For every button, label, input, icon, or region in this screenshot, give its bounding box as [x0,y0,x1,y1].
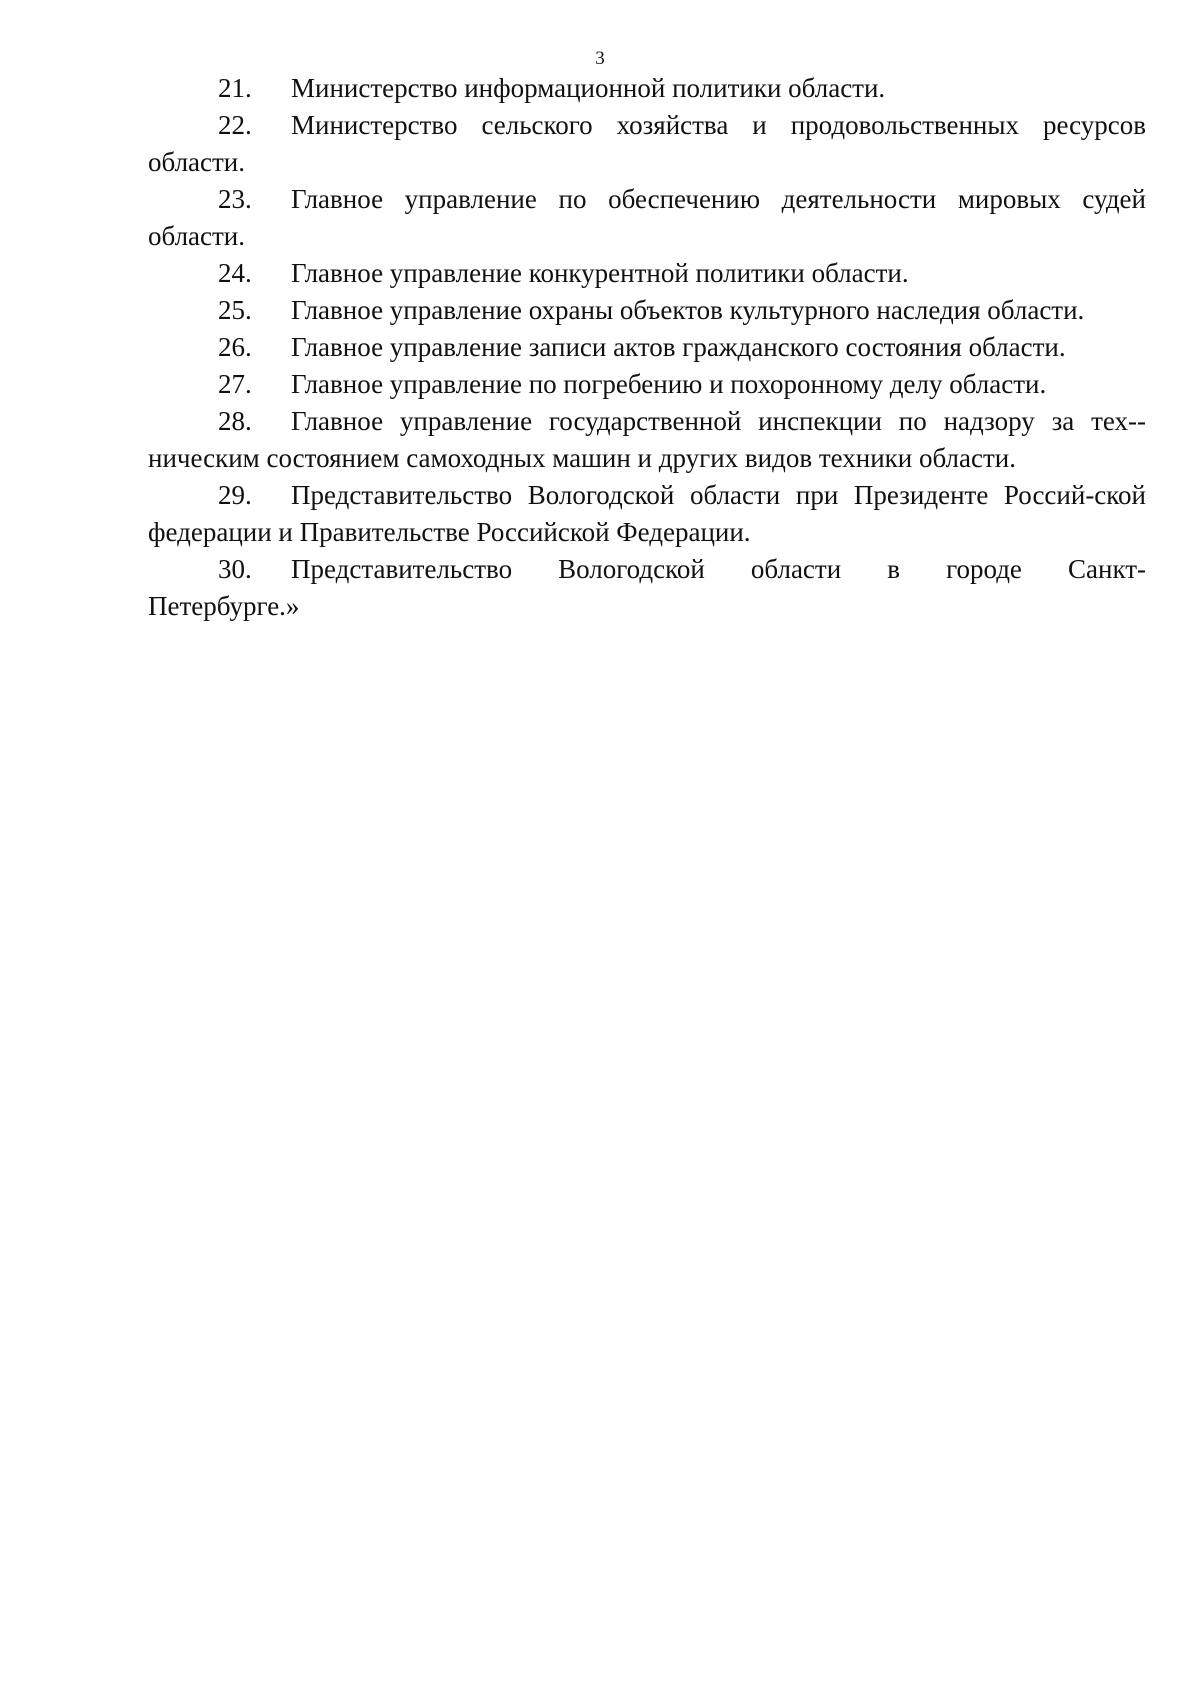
document-list [148,70,1146,625]
item-number: 23. [218,184,252,214]
list-item-continuation [148,588,1146,625]
list-item [148,477,1146,551]
page-number: 3 [595,48,605,69]
list-item [148,107,1146,181]
item-text: Министерство сельского хозяйства и продовольственных ресурсов области. [148,110,1146,177]
item-text: Министерство информационной политики области. [291,73,886,103]
item-text: Петербурге.» [148,591,300,621]
item-number: 30. [218,554,252,584]
item-text: Главное управление конкурентной политики области. [291,258,909,288]
list-item [148,403,1146,477]
item-text: Главное управление по погребению и похоронному делу области. [291,369,1047,399]
list-item [148,255,1146,292]
item-number: 25. [218,295,252,325]
item-number: 29. [218,480,252,510]
item-text: Главное управление записи актов гражданского состояния области. [291,332,1066,362]
list-item [148,70,1146,107]
item-text: Представительство Вологодской области при Президенте Россий-ской федерации и Правительстве Российской Федерации. [148,480,1146,547]
item-text: Главное управление государственной инспекции по надзору за тех-ническим состоянием самоходных машин и других видов техники области. [148,406,1146,473]
list-item [148,181,1146,255]
item-number: 22. [218,110,252,140]
list-item [148,551,1146,588]
item-number: 21. [218,73,252,103]
item-number: 28. [218,406,252,436]
list-item [148,329,1146,366]
list-item [148,366,1146,403]
list-item [148,292,1146,329]
item-number: 24. [218,258,252,288]
item-number: 26. [218,332,252,362]
item-number: 27. [218,369,252,399]
item-text: Представительство Вологодской области в городе Санкт- [291,554,1146,584]
item-text: Главное управление по обеспечению деятельности мировых судей области. [148,184,1146,251]
item-text: Главное управление охраны объектов культурного наследия области. [291,295,1085,325]
